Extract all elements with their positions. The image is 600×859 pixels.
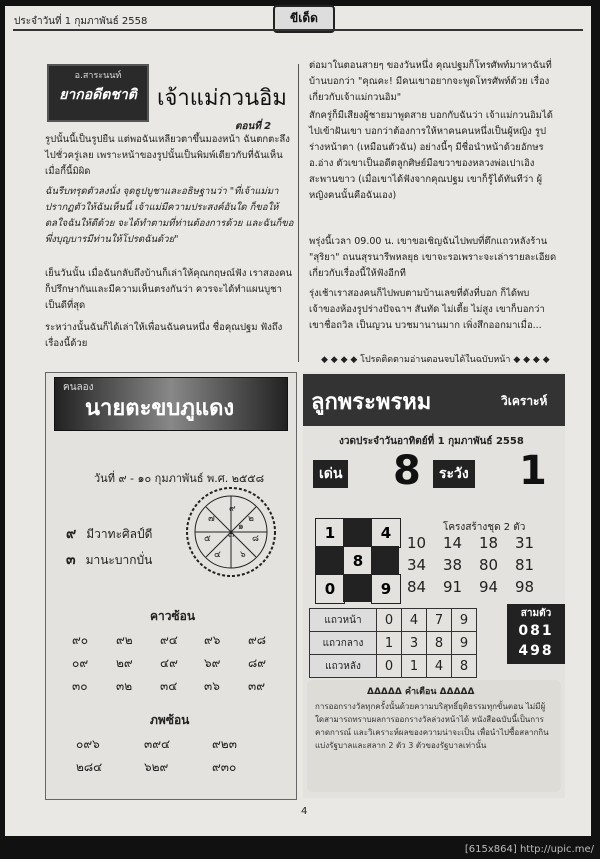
kao-num: ๙๔ (160, 633, 178, 647)
grid-cell: 4 (371, 518, 401, 548)
row-label: แถวหน้า (310, 609, 377, 632)
struct-num: 91 (443, 578, 463, 596)
trait-num: ๓ (66, 552, 76, 568)
pop-num: ๙๒๓ (212, 737, 237, 751)
right-paragraph-4: รุ่งเช้าเราสองคนก็ไปพบตามบ้านเลขที่ดังที่บอก ก็ได้พบเจ้าของห้องรูปร่างปัจฉาฯ สันทัด ไม่เตี้ย ไม่สูง เขาก็บอกว่า เขาชื่อถวิล เป็นญวน บวชมานานมาก เพิ่งสึกออกมาเมื่อ... (309, 288, 545, 331)
kao-num: ๒๙ (116, 656, 133, 670)
row-num: 4 (402, 609, 427, 632)
struct-num: 18 (479, 534, 499, 552)
structure-title: โครงสร้างชุด 2 ตัว (443, 522, 526, 533)
trait-lines (66, 521, 152, 573)
nai-takob-banner (54, 377, 288, 431)
row-num: 8 (452, 655, 477, 678)
wheel-num-4: ๖ (240, 550, 246, 560)
lead-label: เด่น (313, 460, 348, 488)
pop-num: ๖๒๙ (144, 760, 169, 774)
kao-num: ๙๘ (248, 633, 267, 647)
pop-num: ๒๘๔ (76, 760, 103, 774)
right-paragraph-2: สักครู่ก็มีเสียงผู้ชายมาพูดสาย บอกกับฉันว่า เจ้าแม่กวนอิมได้ไปเข้าฝันเขา บอกว่าต้องการให้หาคนคนหนึ่งเป็นผู้หญิง รูปร่างหน้าตา (เหมือนตัวฉัน) อย่างนี้ๆ มีชื่อนำหน้าด้วยอักษร อ.อ่าง ตัวเขาเป็นอดีตลูกศิษย์มือขวาของหลวงพ่อเปาเอิง สะพานขาว (เมื่อเขาได้ฟังจากคุณปฐม เขาก็รู้ได้ทันทีว่า ผู้หญิงคนนั้นคือฉันเอง) (309, 110, 553, 201)
banner-sub: ฅนลอง (63, 382, 94, 393)
watermark: [615x864] http://upic.me/ (464, 844, 594, 855)
row-num: 8 (427, 632, 452, 655)
kao-num: ๓๐ (72, 679, 88, 693)
episode-number: 2 (264, 121, 272, 132)
row-num: 9 (452, 609, 477, 632)
kao-num: ๓๙ (248, 679, 265, 693)
struct-num: 34 (407, 556, 427, 574)
wheel-num-5: ๓ (228, 530, 235, 540)
kao-num: ๘๙ (248, 656, 267, 670)
struct-num: 14 (443, 534, 463, 552)
left-paragraph-3: เย็นวันนั้น เมื่อฉันกลับถึงบ้านก็เล่าให้คุณกฤษณ์ฟัง เราสองคนก็ปรึกษากันและมีความเห็นตรงกันว่า ควรจะได้ทำแผนบูชาเป็นดีที่สุด (45, 268, 293, 311)
grid-cell-dark (315, 546, 343, 574)
struct-num: 81 (515, 556, 535, 574)
grid-cell: 1 (315, 518, 345, 548)
left-paragraph-1: รูปนั้นนี้เป็นรูปยืน แต่พอฉันเหลียวตาขึ้นมองหน้า ฉันตกตะลึงไปชั่วครู่เลย เพราะหน้าของรูปนั้นเป็นพิมพ์เดียวกับที่ฉันเห็นเมื่อกี้นี้มิผิด (45, 134, 290, 177)
kao-title: คาวซ้อน (150, 609, 196, 623)
warning-box (307, 680, 561, 792)
row-num: 9 (452, 632, 477, 655)
kao-num: ๙๐ (72, 633, 89, 647)
column-title: เจ้าแม่กวนอิม (157, 86, 287, 111)
kao-num: ๙๒ (116, 633, 133, 647)
right-paragraph-1: ต่อมาในตอนสายๆ ของวันหนึ่ง คุณปฐมก็โทรศัพท์มาหาฉันที่บ้านบอกว่า "คุณคะ! มีคนเขาอยากจะพูดโทรศัพท์ด้วย เรื่องเกี่ยวกับเจ้าแม่กวนอิม" (309, 60, 552, 103)
struct-num: 38 (443, 556, 463, 574)
trait-num: ๙ (66, 526, 77, 542)
kao-num: ๓๒ (116, 679, 133, 693)
warning-title: ΔΔΔΔΔ คำเตือน ΔΔΔΔΔ (367, 687, 475, 697)
three-digit-box (507, 604, 565, 664)
pop-title: ภพซ้อน (150, 713, 190, 727)
struct-num: 84 (407, 578, 427, 596)
row-num: 7 (427, 609, 452, 632)
trait-text: มานะบากบั่น (85, 553, 153, 567)
row-num: 0 (377, 655, 402, 678)
banner-main: ลูกพระพรหม (311, 390, 432, 415)
table-row (310, 609, 477, 632)
trait-line (66, 547, 152, 573)
to-be-continued: ◆ ◆ ◆ ◆ โปรดติดตามอ่านตอนจบได้ในฉบับหน้า ◆ ◆ ◆ ◆ (321, 355, 550, 365)
column-series: ยากอดีตชาติ (59, 87, 137, 103)
lead-number: 8 (393, 448, 421, 494)
left-paragraph-4: ระหว่างนั้นฉันก็ได้เล่าให้เพื่อนฉันคนหนึ่ง ชื่อคุณปฐม ฟังถึงเรื่องนี้ด้วย (45, 322, 283, 349)
header-rule (13, 29, 583, 31)
column-logo (47, 64, 149, 122)
row-num: 3 (402, 632, 427, 655)
struct-num: 94 (479, 578, 499, 596)
look-phrom-banner (303, 374, 565, 426)
episode-text: ตอนที่ (235, 121, 261, 132)
astro-wheel-icon (184, 485, 278, 579)
struct-num: 31 (515, 534, 535, 552)
kao-num: ๔๙ (160, 656, 178, 670)
kao-num: ๐๙ (72, 656, 89, 670)
grid-cell: 9 (371, 574, 401, 604)
look-phrom-box (303, 372, 565, 798)
pop-num: ๓๙๔ (144, 737, 171, 751)
right-paragraph-3: พรุ่งนี้เวลา 09.00 น. เขาขอเชิญฉันไปพบที่ตึกแถวหลังร้าน "สุริยา" ถนนสุรนารีพหลยุธ เขาจะรอเพราะจะเล่ารายละเอียดเกี่ยวกับเรื่องนี้ให้ฟังอีกที (309, 236, 557, 279)
struct-num: 10 (407, 534, 427, 552)
three-digit-title: สามตัว (520, 608, 552, 619)
wheel-num-9: ๑ (238, 522, 244, 532)
row-table (309, 608, 477, 678)
row-num: 1 (402, 655, 427, 678)
page-number: 4 (301, 806, 308, 817)
trait-line (66, 521, 152, 547)
column-author: อ.สาระนนท์ (74, 71, 122, 81)
row-num: 1 (377, 632, 402, 655)
draw-date: งวดประจำวันอาทิตย์ที่ 1 กุมภาพันธ์ 2558 (339, 436, 524, 447)
newspaper-page (5, 6, 591, 836)
grid-cell-dark (343, 574, 371, 602)
grid-cell-dark (371, 546, 399, 574)
kao-grid (72, 631, 292, 696)
three-digit-num: 498 (518, 643, 554, 659)
structure-grid (407, 534, 551, 596)
kao-num: ๖๙ (204, 656, 221, 670)
row-label: แถวกลาง (310, 632, 377, 655)
pop-num: ๙๓๐ (212, 760, 237, 774)
grid-cell: 8 (343, 546, 373, 576)
table-row (310, 632, 477, 655)
grid-cell: 0 (315, 574, 345, 604)
nai-takob-box (45, 372, 297, 800)
column-divider (298, 64, 299, 362)
wheel-num-1: ๙ (229, 504, 236, 514)
struct-num: 98 (515, 578, 535, 596)
row-label: แถวหลัง (310, 655, 377, 678)
grid-cell-dark (343, 518, 371, 546)
banner-tag: วิเคราะห์ (501, 394, 548, 408)
number-grid (315, 518, 399, 602)
wheel-num-6: ๔ (214, 550, 221, 560)
pop-num: ๐๙๖ (76, 737, 100, 751)
row-num: 4 (427, 655, 452, 678)
left-paragraph-2: ฉันรีบทรุดตัวลงนั่ง จุดธูปบูชาและอธิษฐานว่า "ที่เจ้าแม่มาปรากฏตัวให้ฉันเห็นนี้ เจ้าแม่มีความประสงค์อันใด ก็ขอให้ดลใจฉันให้ดีด้วย จะได้ทำตามที่ท่านต้องการด้วย และฉันก็ขอพึ่งบุญบารมีท่านให้โปรดฉันด้วย" (45, 186, 294, 245)
struct-num: 80 (479, 556, 499, 574)
three-digit-num: 081 (518, 623, 554, 639)
kao-num: ๓๖ (204, 679, 220, 693)
wheel-num-8: ๗ (208, 514, 215, 524)
row-num: 0 (377, 609, 402, 632)
wheel-num-3: ๘ (252, 534, 259, 544)
wheel-num-2: ๒ (248, 514, 254, 524)
header-date: ประจำวันที่ 1 กุมภาพันธ์ 2558 (14, 16, 148, 27)
header-logo: ขีเด็ด (273, 5, 335, 33)
warning-body: การออกรางวัลทุกครั้งนั้นด้วยความบริสุทธิ์ยุติธรรมทุกขั้นตอน ไม่มีผู้ใดสามารถทราบผลการออกรางวัลล่วงหน้าได้ หนังสือฉบับนี้เป็นการคาดการณ์ และวิเคราะห์ผลของความน่าจะเป็น เพื่อนำไปซื้อสลากกินแบ่งรัฐบาลและสลาก 2 ตัว 3 ตัวของรัฐบาลเท่านั้น (315, 702, 549, 750)
trait-text: มีวาทะศิลป์ดี (86, 527, 153, 541)
kao-num: ๓๔ (160, 679, 178, 693)
watch-label: ระวัง (433, 460, 475, 488)
box-date: วันที่ ๙ - ๑๐ กุมภาพันธ์ พ.ศ. ๒๕๕๘ (94, 472, 265, 485)
table-row (310, 655, 477, 678)
wheel-num-7: ๕ (204, 534, 211, 544)
watch-number: 1 (519, 448, 547, 494)
banner-main: นายตะขบภูแดง (85, 396, 235, 421)
kao-num: ๙๖ (204, 633, 221, 647)
pop-grid (76, 735, 280, 777)
